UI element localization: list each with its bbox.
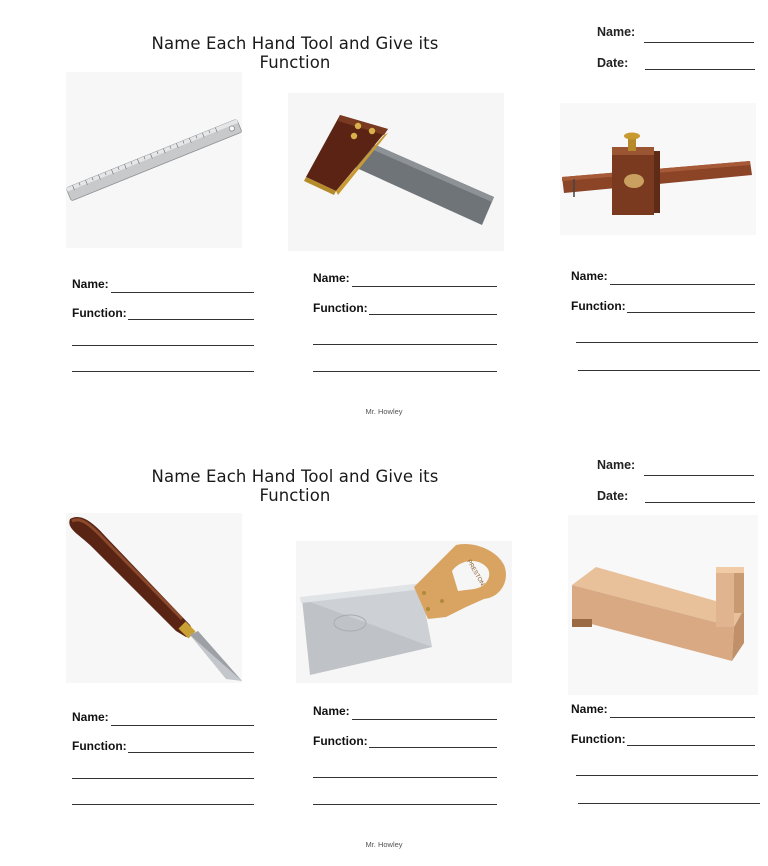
header-name-line[interactable]	[644, 475, 754, 476]
tool-1-function-label: Function:	[72, 306, 127, 320]
tool-4-answer-line[interactable]	[72, 778, 254, 779]
tool-6-name-label: Name:	[571, 702, 608, 716]
tool-5-function-line[interactable]	[369, 747, 497, 748]
tool-3-function-line[interactable]	[627, 312, 755, 313]
header-name-line[interactable]	[644, 42, 754, 43]
tool-4-function-label: Function:	[72, 739, 127, 753]
worksheet-title: Name Each Hand Tool and Give its Function	[151, 467, 439, 505]
tool-6-function-line[interactable]	[627, 745, 755, 746]
tool-3-name-label: Name:	[571, 269, 608, 283]
tool-5-answer-line[interactable]	[313, 804, 497, 805]
tool-4-function-line[interactable]	[128, 752, 254, 753]
header-date-line[interactable]	[645, 502, 755, 503]
worksheet-footer: Mr. Howley	[365, 840, 403, 849]
tool-1-function-line[interactable]	[128, 319, 254, 320]
worksheet-footer: Mr. Howley	[365, 407, 403, 416]
tool-4-name-line[interactable]	[111, 725, 254, 726]
tool-4-name-label: Name:	[72, 710, 109, 724]
try-square-image	[288, 93, 504, 251]
tool-5-function-label: Function:	[313, 734, 368, 748]
header-name-label: Name:	[597, 458, 636, 472]
saw-logo: PRESTON	[465, 559, 485, 588]
marking-knife-image	[66, 513, 242, 683]
tool-2-name-label: Name:	[313, 271, 350, 285]
tool-6-name-line[interactable]	[610, 717, 755, 718]
tool-2-answer-line[interactable]	[313, 344, 497, 345]
tool-2-answer-line[interactable]	[313, 371, 497, 372]
tenon-saw-image	[296, 541, 512, 683]
header-date-label: Date:	[597, 489, 629, 503]
steel-ruler-image	[66, 72, 242, 248]
tool-2-function-label: Function:	[313, 301, 368, 315]
tool-2-function-line[interactable]	[369, 314, 497, 315]
worksheet-title: Name Each Hand Tool and Give its Function	[151, 34, 439, 72]
tool-3-answer-line[interactable]	[578, 370, 760, 371]
tool-6-answer-line[interactable]	[576, 775, 758, 776]
tool-4-answer-line[interactable]	[72, 804, 254, 805]
tool-2-name-line[interactable]	[352, 286, 497, 287]
header-name-label: Name:	[597, 25, 636, 39]
tool-1-answer-line[interactable]	[72, 345, 254, 346]
bench-hook-image	[568, 515, 758, 695]
tool-3-answer-line[interactable]	[576, 342, 758, 343]
tool-3-function-label: Function:	[571, 299, 626, 313]
tool-1-answer-line[interactable]	[72, 371, 254, 372]
marking-gauge-image	[560, 103, 756, 235]
tool-6-function-label: Function:	[571, 732, 626, 746]
tool-1-name-line[interactable]	[111, 292, 254, 293]
tool-6-answer-line[interactable]	[578, 803, 760, 804]
worksheet-2	[0, 433, 768, 866]
tool-5-answer-line[interactable]	[313, 777, 497, 778]
header-date-line[interactable]	[645, 69, 755, 70]
header-date-label: Date:	[597, 56, 629, 70]
tool-5-name-line[interactable]	[352, 719, 497, 720]
tool-3-name-line[interactable]	[610, 284, 755, 285]
tool-1-name-label: Name:	[72, 277, 109, 291]
tool-5-name-label: Name:	[313, 704, 350, 718]
